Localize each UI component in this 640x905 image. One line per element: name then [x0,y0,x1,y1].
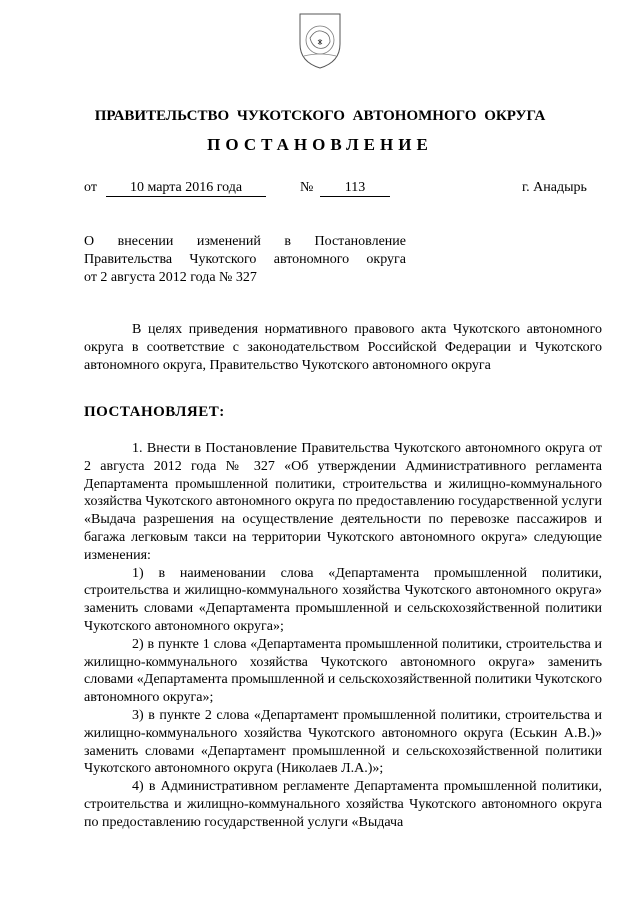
document-date: 10 марта 2016 года [106,180,266,197]
document-type-title: ПОСТАНОВЛЕНИЕ [207,135,433,154]
resolve-heading: ПОСТАНОВЛЯЕТ: [84,404,225,420]
coat-of-arms-emblem [296,10,344,70]
preamble [84,321,602,374]
paragraph: 1) в наименовании слова «Департамента промышленной политики, строительства и жилищно-коммунального хозяйства Чукотского автономного округа» заменить словами «Департамента промышленной и сельскохозяйственной политики Чукотского автономного округа»; [84,565,602,634]
subject-line: от 2 августа 2012 года № 327 [84,270,257,285]
paragraph: 1. Внести в Постановление Правительства Чукотского автономного округа от 2 августа 2012 года № 327 «Об утверждении Административного регламента Департамента промышленной политики, строительства и жилищно-коммунального хозяйства Чукотского автономного округа по предоставлению государственной услуги «Выдача разрешения на осуществление деятельности по перевозке пассажиров и багажа легковым такси на территории Чукотского автономного округа» следующие изменения: [84,441,602,563]
document-number: 113 [320,180,390,197]
date-from-label: от [84,180,97,195]
paragraph: 3) в пункте 2 слова «Департамент промышленной политики, строительства и жилищно-коммунального хозяйства Чукотского автономного округа (Еськин А.В.)» заменить словами «Департамент промышленной и сельскохозяйственной политики Чукотского автономного округа (Николаев Л.А.)»; [84,707,602,777]
document-body [84,440,602,832]
subject-line: О внесении изменений в Постановление [84,234,406,249]
preamble-text: В целях приведения нормативного правового акта Чукотского автономного округа в соответствие с законодательством Российской Федерации и Чукотского автономного округа, Правительство Чукотского автономного округа [84,322,602,373]
document-place: г. Анадырь [522,180,587,195]
paragraph: 4) в Административном регламенте Департамента промышленной политики, строительства и жилищно-коммунального хозяйства Чукотского автономного округа по предоставлению государственной услуги «Выдача [84,779,602,830]
subject-line: Правительства Чукотского автономного округа [84,252,406,267]
document-subject [84,233,406,287]
paragraph: 2) в пункте 1 слова «Департамента промышленной политики, строительства и жилищно-коммунального хозяйства Чукотского автономного округа» заменить словами «Департамента промышленной и сельскохозяйственной политики Чукотского автономного округа»; [84,636,602,706]
organization-title: ПРАВИТЕЛЬСТВО ЧУКОТСКОГО АВТОНОМНОГО ОКРУГА [94,108,546,124]
document-number-label: № [300,180,314,195]
